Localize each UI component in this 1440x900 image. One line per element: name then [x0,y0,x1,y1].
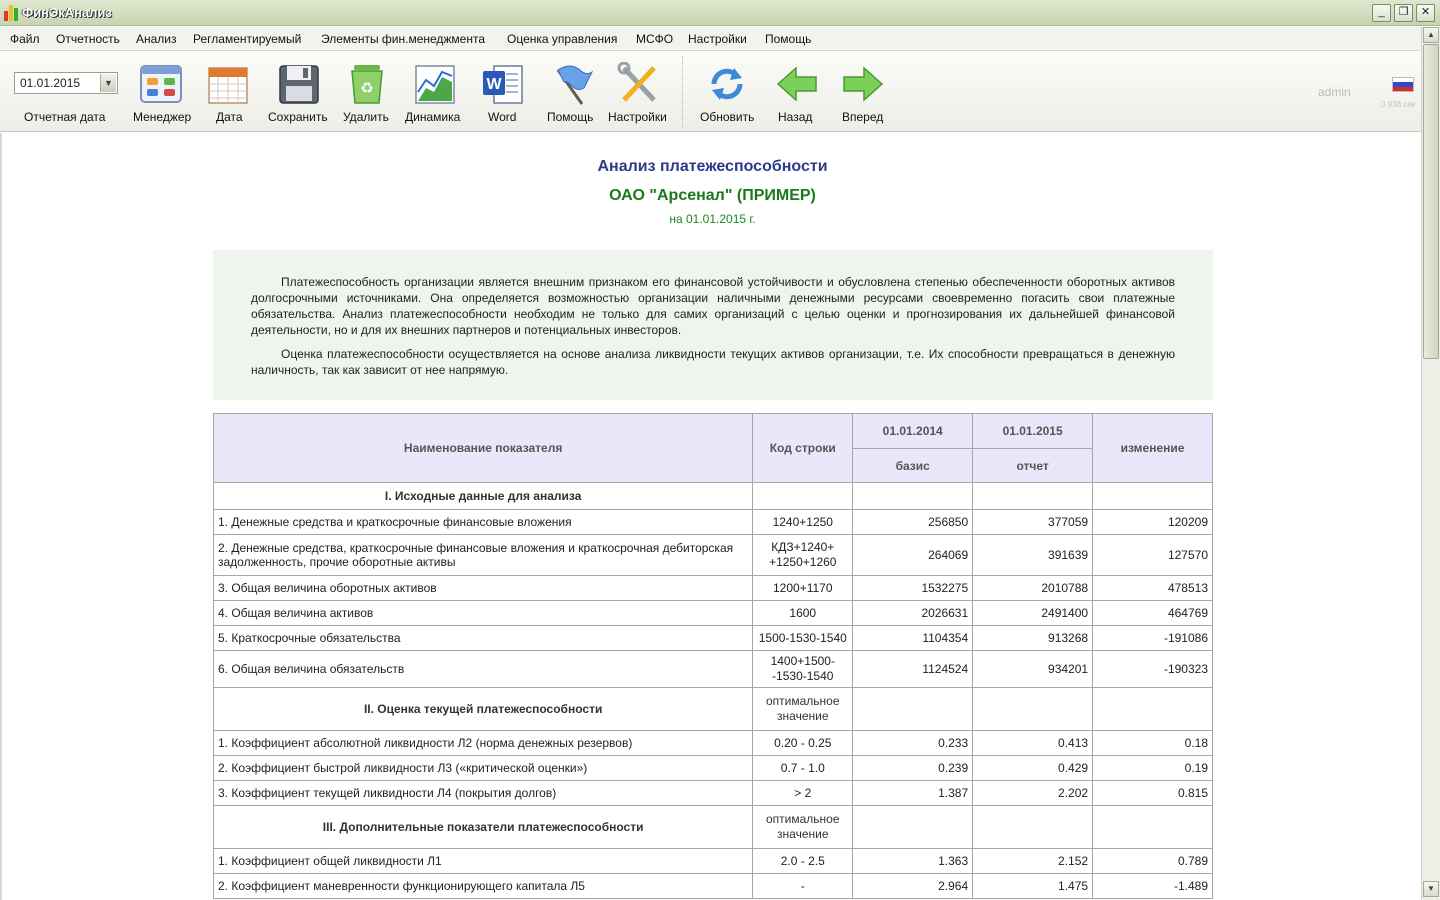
table-row [214,510,1213,535]
optimal-value-header: оптимальное значение [753,806,853,849]
row-value-report: 0.429 [973,756,1093,781]
intro-paragraph-2: Оценка платежеспособности осуществляется на основе анализа ликвидности текущих активов организации, т.е. Их способности превращаться в денежную наличность, так как зависит от нее напрямую. [251,347,1175,377]
current-user: admin [1318,85,1351,99]
refresh-label[interactable]: Обновить [700,110,755,124]
header-change: изменение [1093,414,1213,483]
close-button[interactable]: ✕ [1416,4,1435,22]
header-report: отчет [973,449,1093,483]
header-code: Код строки [753,414,853,483]
row-code: 1600 [753,601,853,626]
svg-text:W: W [486,76,502,93]
manager-icon[interactable] [138,62,184,106]
menu-analysis[interactable]: Анализ [136,32,177,46]
row-value-base: 1532275 [853,576,973,601]
section-title: III. Дополнительные показатели платежеспособности [214,806,753,849]
row-value-change: 0.19 [1093,756,1213,781]
recycle-bin-icon[interactable] [344,62,390,106]
section-title: I. Исходные данные для анализа [214,483,753,510]
table-row [214,849,1213,874]
menu-regulated[interactable]: Регламентируемый [193,32,302,46]
row-value-report: 913268 [973,626,1093,651]
report-date: на 01.01.2015 г. [669,212,756,226]
row-value-report: 0.413 [973,731,1093,756]
report-title: Анализ платежеспособности [597,158,828,175]
row-code: > 2 [753,781,853,806]
header-date2: 01.01.2015 [973,414,1093,449]
save-icon[interactable] [276,62,322,106]
scroll-thumb[interactable] [1423,44,1439,359]
row-value-report: 377059 [973,510,1093,535]
row-code: КДЗ+1240+ +1250+1260 [753,535,853,576]
row-value-change: -191086 [1093,626,1213,651]
toolbar-separator [682,56,683,128]
help-label[interactable]: Помощь [547,110,594,124]
section-title: II. Оценка текущей платежеспособности [214,688,753,731]
table-row [214,756,1213,781]
row-value-report: 2491400 [973,601,1093,626]
row-value-base: 0.233 [853,731,973,756]
section-row [214,688,1213,731]
row-value-report: 391639 [973,535,1093,576]
company-name: ОАО "Арсенал" (ПРИМЕР) [609,187,816,204]
row-value-report: 2010788 [973,576,1093,601]
word-label[interactable]: Word [488,110,517,124]
row-name: 3. Общая величина оборотных активов [214,576,753,601]
row-value-change: 120209 [1093,510,1213,535]
settings-label[interactable]: Настройки [608,110,667,124]
row-code: 1200+1170 [753,576,853,601]
row-code: 1240+1250 [753,510,853,535]
intro-block [213,250,1213,400]
menu-settings[interactable]: Настройки [688,32,747,46]
title-bar [0,0,1440,26]
app-icon [4,5,18,21]
chevron-down-icon[interactable]: ▼ [100,74,116,92]
row-name: 2. Коэффициент быстрой ликвидности Л3 («критической оценки») [214,756,753,781]
refresh-icon[interactable] [704,62,750,106]
scroll-down-button[interactable]: ▼ [1423,881,1439,897]
table-row [214,731,1213,756]
table-row [214,651,1213,688]
row-value-change: 0.815 [1093,781,1213,806]
row-code: 0.20 - 0.25 [753,731,853,756]
report-date-value: 01.01.2015 [20,76,81,90]
table-row [214,601,1213,626]
table-row [214,781,1213,806]
optimal-value-header: оптимальное значение [753,688,853,731]
scroll-up-button[interactable]: ▲ [1423,27,1439,43]
row-name: 5. Краткосрочные обязательства [214,626,753,651]
section-row [214,806,1213,849]
row-code: 0.7 - 1.0 [753,756,853,781]
menu-ifrs[interactable]: МСФО [636,32,674,46]
row-value-report: 1.475 [973,874,1093,899]
report-content [0,133,1421,900]
row-value-change: -190323 [1093,651,1213,688]
minimize-button[interactable]: _ [1372,4,1391,22]
row-value-change: -1.489 [1093,874,1213,899]
table-row [214,535,1213,576]
maximize-button[interactable]: ❐ [1394,4,1413,22]
manager-label[interactable]: Менеджер [133,110,192,124]
row-value-report: 934201 [973,651,1093,688]
row-name: 1. Коэффициент общей ликвидности Л1 [214,849,753,874]
menu-management-evaluation[interactable]: Оценка управления [507,32,618,46]
report-date-select[interactable] [14,72,118,94]
row-code: 2.0 - 2.5 [753,849,853,874]
word-icon[interactable] [480,62,526,106]
forward-arrow-icon[interactable] [840,62,886,106]
table-row [214,626,1213,651]
window-title: ФинЭкАнализ [22,5,112,20]
menu-reports[interactable]: Отчетность [56,32,120,46]
menu-bar [0,27,1421,51]
row-value-change: 0.789 [1093,849,1213,874]
row-name: 2. Денежные средства, краткосрочные финансовые вложения и краткосрочная дебиторская задолженность, прочие оборотные активы [214,535,753,576]
header-name: Наименование показателя [214,414,753,483]
svg-text:♻: ♻ [360,80,374,97]
row-name: 4. Общая величина активов [214,601,753,626]
row-name: 1. Денежные средства и краткосрочные финансовые вложения [214,510,753,535]
intro-paragraph-1: Платежеспособность организации является внешним признаком его финансовой устойчивости и обусловлена степенью обеспеченности оборотных активов долгосрочными источниками. Она определяется возможностью организации наличными денежными ресурсами своевременно погасить свои платежные обязательства. Анализ платежеспособности необходим не только для самих организаций с целью оценки и прогнозирования их дальнейшей финансовой деятельности, но и для их внешних партнеров и потенциальных инвесторов. [251,275,1175,337]
row-value-base: 256850 [853,510,973,535]
row-value-change: 478513 [1093,576,1213,601]
header-date1: 01.01.2014 [853,414,973,449]
russian-flag-icon[interactable] [1392,77,1414,92]
row-name: 3. Коэффициент текущей ликвидности Л4 (покрытия долгов) [214,781,753,806]
row-value-change: 464769 [1093,601,1213,626]
back-arrow-icon[interactable] [774,62,820,106]
row-value-base: 1.387 [853,781,973,806]
table-row [214,576,1213,601]
row-value-base: 2026631 [853,601,973,626]
menu-fin-management[interactable]: Элементы фин.менеджмента [321,32,486,46]
forward-label[interactable]: Вперед [842,110,884,124]
back-label[interactable]: Назад [778,110,813,124]
calendar-icon[interactable] [206,62,252,106]
toolbar [0,52,1421,132]
row-code: 1500-1530-1540 [753,626,853,651]
solvency-table [213,413,1213,899]
row-value-report: 2.152 [973,849,1093,874]
table-row [214,874,1213,899]
date-label[interactable]: Дата [216,110,243,124]
row-value-base: 264069 [853,535,973,576]
delete-label[interactable]: Удалить [343,110,389,124]
report-date-label: Отчетная дата [24,110,106,124]
row-value-change: 127570 [1093,535,1213,576]
save-label[interactable]: Сохранить [268,110,328,124]
menu-file[interactable]: Файл [10,32,40,46]
header-base: базис [853,449,973,483]
row-name: 2. Коэффициент маневренности функционирующего капитала Л5 [214,874,753,899]
dynamics-label[interactable]: Динамика [405,110,461,124]
row-value-base: 2.964 [853,874,973,899]
row-name: 1. Коэффициент абсолютной ликвидности Л2 (норма денежных резервов) [214,731,753,756]
chart-icon[interactable] [412,62,458,106]
row-value-base: 0.239 [853,756,973,781]
row-value-report: 2.202 [973,781,1093,806]
row-value-base: 1104354 [853,626,973,651]
row-name: 6. Общая величина обязательств [214,651,753,688]
vertical-scrollbar[interactable] [1421,27,1440,900]
row-code: 1400+1500- -1530-1540 [753,651,853,688]
menu-help[interactable]: Помощь [765,32,812,46]
row-code: - [753,874,853,899]
load-time: 0.938 сек [1381,100,1416,109]
help-flag-icon[interactable] [548,62,594,106]
row-value-base: 1124524 [853,651,973,688]
section-row [214,483,1213,510]
settings-tools-icon[interactable] [616,62,662,106]
row-value-base: 1.363 [853,849,973,874]
row-value-change: 0.18 [1093,731,1213,756]
